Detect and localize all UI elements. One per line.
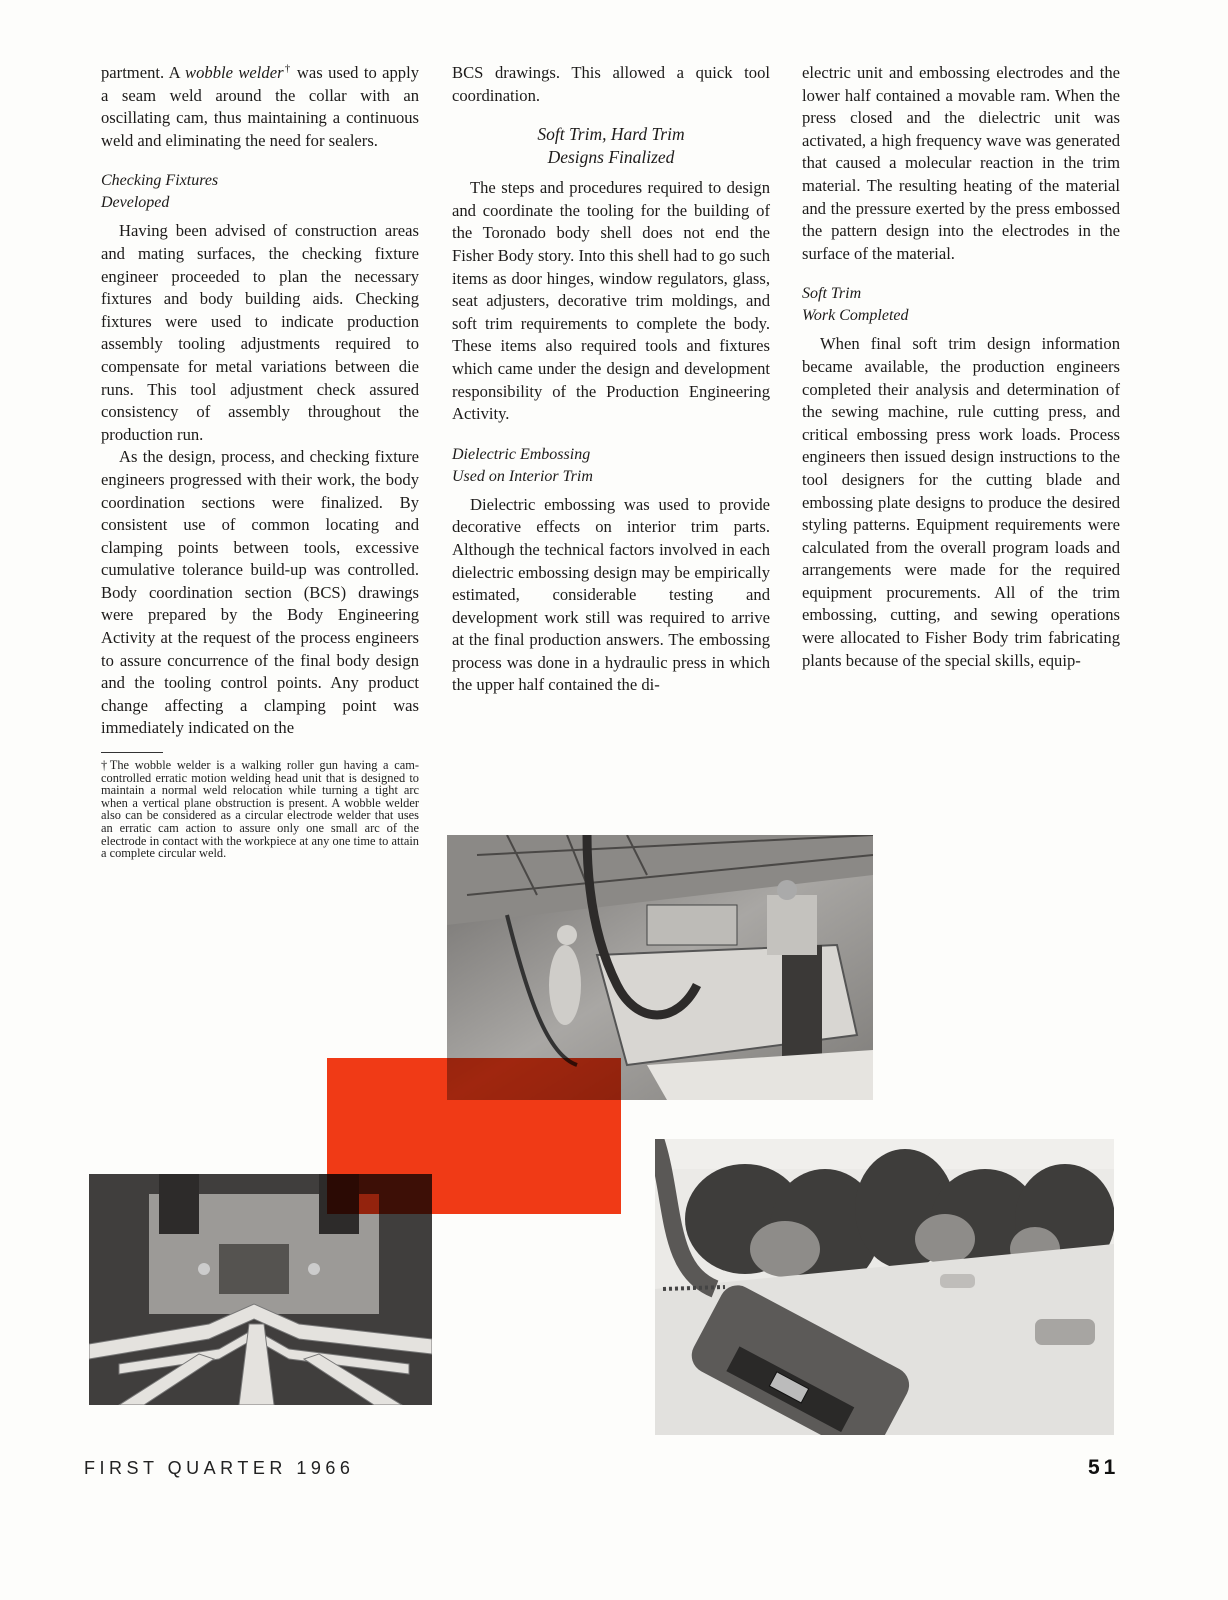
- heading-line: Soft Trim, Hard Trim: [537, 124, 685, 145]
- text-column-3: [802, 62, 1120, 672]
- text-run: was used to apply a seam weld around the collar with an oscillating cam, thus maintaining a continuous weld and eliminating the need for sealers.: [101, 63, 420, 150]
- emphasis-wobble-welder: wobble welder: [185, 63, 284, 82]
- heading-line: Developed: [101, 194, 170, 212]
- page-number: 51: [1088, 1456, 1120, 1479]
- heading-line: Designs Finalized: [547, 147, 675, 168]
- text-run: partment. A: [101, 63, 186, 82]
- section-heading-soft-trim-work: [802, 283, 1120, 327]
- heading-line: Work Completed: [802, 307, 909, 325]
- illustration-cars-on-test-track: [655, 1139, 1114, 1435]
- heading-line: Checking Fixtures: [101, 172, 219, 190]
- paragraph: When final soft trim design information became available, the production engineers completed their analysis and determination of the sewing machine, rule cutting press, and critical embossing press work loads. Process engineers then issued design instructions to the tool designers for the cutting blade and embossing plate designs to produce the desired styling patterns. Equipment requirements were calculated from the overall program loads and arrangements were made for the required equipment procurements. All of the trim embossing, cutting, and sewing operations were allocated to Fisher Body trim fabricating plants because of the special skills, equip-: [802, 334, 1120, 670]
- heading-line: Dielectric Embossing: [452, 445, 591, 463]
- text-column-1: [101, 62, 419, 860]
- decorative-red-block: [327, 1058, 621, 1214]
- paragraph: electric unit and embossing electrodes and the lower half contained a movable ram. When the press closed and the dielectric unit was activated, a high frequency wave was generated that caused a molecular reaction in the trim material. The resulting heating of the material and the pressure exerted by the press embossed the pattern design into the electrodes in the surface of the material.: [802, 63, 1120, 263]
- paragraph: [101, 62, 419, 152]
- paragraph: Having been advised of construction areas and mating surfaces, the checking fixture engineer proceeded to plan the necessary fixtures and body building aids. Checking fixtures were used to indicate production assembly tooling adjustments required to compensate for metal variations between die runs. This tool adjustment check assured consistency of assembly throughout the production run.: [101, 221, 419, 444]
- text-column-2: [452, 62, 770, 697]
- paragraph: The steps and procedures required to design and coordinate the tooling for the building of the Toronado body shell does not end the Fisher Body story. Into this shell had to go such items as door hinges, window regulators, glass, seat adjusters, decorative trim moldings, and soft trim requirements to complete the body. These items also required tools and fixtures which came under the design and development responsibility of the Production Engineering Activity.: [452, 178, 770, 424]
- section-heading-soft-trim-hard-trim: [452, 123, 770, 169]
- footnote-divider: [101, 752, 163, 753]
- paragraph: As the design, process, and checking fixture engineers progressed with their work, the body coordination sections were finalized. By consistent use of common locating and clamping points between tools, excessive cumulative tolerance build-up was controlled. Body coordination section (BCS) drawings were prepared by the Body Engineering Activity at the request of the process engineers to assure concurrence of the final body design and the tooling control points. Any product change affecting a clamping point was immediately indicated on the: [101, 447, 419, 738]
- section-heading-checking-fixtures: [101, 170, 419, 214]
- section-heading-dielectric-embossing: [452, 444, 770, 488]
- footnote-marker: †: [283, 62, 292, 75]
- footnote: †The wobble welder is a walking roller gun having a cam-controlled erratic motion welding head unit that is designed to maintain a normal weld relocation while turning a tight arc when a vertical plane obstruction is present. A wobble welder also can be considered as a circular electrode welder that uses an erratic cam action to assure only one small arc of the electrode in contact with the workpiece at any one time to attain a complete circular weld.: [101, 758, 419, 861]
- heading-line: Soft Trim: [802, 285, 862, 303]
- heading-line: Used on Interior Trim: [452, 467, 593, 485]
- paragraph: BCS drawings. This allowed a quick tool coordination.: [452, 63, 770, 105]
- paragraph: Dielectric embossing was used to provide decorative effects on interior trim parts. Although the technical factors involved in each dielectric embossing design may be empirically estimated, considerable testing and development work still was required to arrive at the final production answers. The embossing process was done in a hydraulic press in which the upper half contained the di-: [452, 494, 770, 695]
- issue-date: FIRST QUARTER 1966: [84, 1458, 355, 1478]
